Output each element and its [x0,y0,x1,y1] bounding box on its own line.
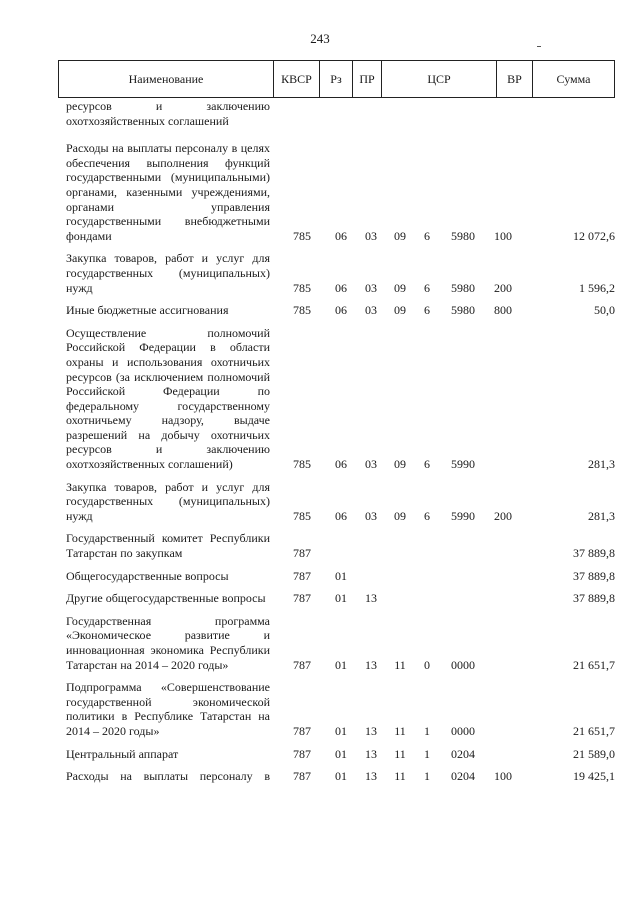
row-sum: 21 589,0 [573,746,615,761]
table-row [0,591,640,606]
row-csr-program: 11 [394,769,406,784]
row-csr-code: 5980 [451,303,475,318]
row-csr-code: 5980 [451,280,475,295]
row-kvsr: 785 [293,508,311,523]
row-kvsr: 787 [293,657,311,672]
row-csr-code: 5980 [451,228,475,243]
table-row [0,680,640,738]
row-pr: 03 [365,303,377,318]
row-rz: 06 [335,280,347,295]
row-rz: 06 [335,228,347,243]
row-csr-subprogram: 6 [424,508,430,523]
row-pr: 13 [365,746,377,761]
row-pr: 13 [365,591,377,606]
row-pr: 13 [365,723,377,738]
row-pr: 03 [365,228,377,243]
row-kvsr: 787 [293,568,311,583]
row-name: Расходы на выплаты персоналу в [66,769,270,784]
table-row [0,569,640,584]
row-rz: 01 [335,657,347,672]
row-name: Подпрограмма «Совершенствование государственной экономической политики в Республике Татарстан на 2014 – 2020 годы» [66,680,270,738]
header-sum: Сумма [556,71,591,86]
row-pr: 03 [365,280,377,295]
row-csr-code: 5990 [451,508,475,523]
table-row [0,303,640,318]
row-csr-subprogram: 6 [424,457,430,472]
row-kvsr: 785 [293,457,311,472]
table-row [0,614,640,672]
table-row [0,747,640,762]
row-csr-subprogram: 1 [424,769,430,784]
row-rz: 01 [335,723,347,738]
row-kvsr: 785 [293,228,311,243]
row-csr-program: 11 [394,657,406,672]
table-row [0,326,640,472]
row-name: ресурсов и заключению охотхозяйственных соглашений [66,99,270,128]
row-name: Иные бюджетные ассигнования [66,303,229,318]
row-kvsr: 785 [293,303,311,318]
row-kvsr: 787 [293,591,311,606]
row-csr-program: 11 [394,723,406,738]
row-vr: 100 [494,769,512,784]
row-vr: 200 [494,280,512,295]
table-row [0,531,640,560]
row-rz: 01 [335,591,347,606]
row-name: Государственный комитет Республики Татарстан по закупкам [66,531,270,561]
row-sum: 1 596,2 [579,280,615,295]
row-rz: 01 [335,769,347,784]
row-pr: 13 [365,657,377,672]
row-csr-code: 5990 [451,457,475,472]
row-sum: 21 651,7 [573,657,615,672]
row-rz: 06 [335,508,347,523]
header-vr: ВР [497,61,533,97]
header-pr: ПР [353,61,382,97]
row-csr-subprogram: 1 [424,746,430,761]
row-csr-code: 0000 [451,657,475,672]
row-kvsr: 787 [293,723,311,738]
row-rz: 01 [335,746,347,761]
row-csr-program: 09 [394,303,406,318]
row-name: Расходы на выплаты персоналу в целях обеспечения выполнения функций государственными (муниципальными) органами, казенными учреждениями, органами управления государственными внебюджетными фондами [66,141,270,243]
row-sum: 19 425,1 [573,769,615,784]
row-sum: 37 889,8 [573,568,615,583]
table-header [58,60,615,98]
row-sum: 21 651,7 [573,723,615,738]
row-vr: 800 [494,303,512,318]
row-pr: 13 [365,769,377,784]
row-rz: 06 [335,457,347,472]
header-name: Наименование [59,61,274,97]
table-row [0,251,640,295]
row-sum: 281,3 [588,457,615,472]
row-name: Осуществление полномочий Российской Федерации в области охраны и использования охотничьих ресурсов (за исключением полномочий Российской Федерации по федеральному государственному охотничьему надзору, выдаче разрешений на добычу охотничьих ресурсов и заключению охотхозяйственных соглашений) [66,325,270,472]
row-csr-code: 0204 [451,769,475,784]
row-sum: 50,0 [594,303,615,318]
scan-mark [537,46,541,47]
table-row [0,769,640,784]
row-sum: 37 889,8 [573,546,615,561]
row-csr-subprogram: 6 [424,228,430,243]
row-sum: 37 889,8 [573,591,615,606]
row-name: Общегосударственные вопросы [66,568,229,583]
row-kvsr: 787 [293,769,311,784]
row-csr-code: 0204 [451,746,475,761]
row-csr-program: 09 [394,280,406,295]
row-name: Закупка товаров, работ и услуг для государственных (муниципальных) нужд [66,251,270,295]
table-body [0,99,640,784]
header-kvsr: КВСР [274,61,320,97]
row-csr-program: 11 [394,746,406,761]
page-number: 243 [310,31,330,46]
header-rz: Рз [320,61,353,97]
row-csr-program: 09 [394,508,406,523]
row-csr-subprogram: 6 [424,303,430,318]
row-sum: 12 072,6 [573,228,615,243]
row-pr: 03 [365,508,377,523]
table-row [0,141,640,243]
row-name: Другие общегосударственные вопросы [66,591,266,606]
row-name: Закупка товаров, работ и услуг для государственных (муниципальных) нужд [66,479,270,523]
row-name: Государственная программа «Экономическое развитие и инновационная экономика Республики Татарстан на 2014 – 2020 годы» [66,613,270,672]
row-csr-code: 0000 [451,723,475,738]
row-csr-subprogram: 1 [424,723,430,738]
row-name: Центральный аппарат [66,746,179,761]
row-kvsr: 787 [293,546,311,561]
row-rz: 06 [335,303,347,318]
header-csr: ЦСР [382,61,497,97]
row-kvsr: 787 [293,746,311,761]
table-row [0,480,640,524]
row-vr: 100 [494,228,512,243]
row-csr-program: 09 [394,457,406,472]
row-pr: 03 [365,457,377,472]
row-csr-subprogram: 6 [424,280,430,295]
row-sum: 281,3 [588,508,615,523]
row-rz: 01 [335,568,347,583]
row-vr: 200 [494,508,512,523]
row-csr-subprogram: 0 [424,657,430,672]
row-csr-program: 09 [394,228,406,243]
table-row [0,99,640,128]
row-kvsr: 785 [293,280,311,295]
